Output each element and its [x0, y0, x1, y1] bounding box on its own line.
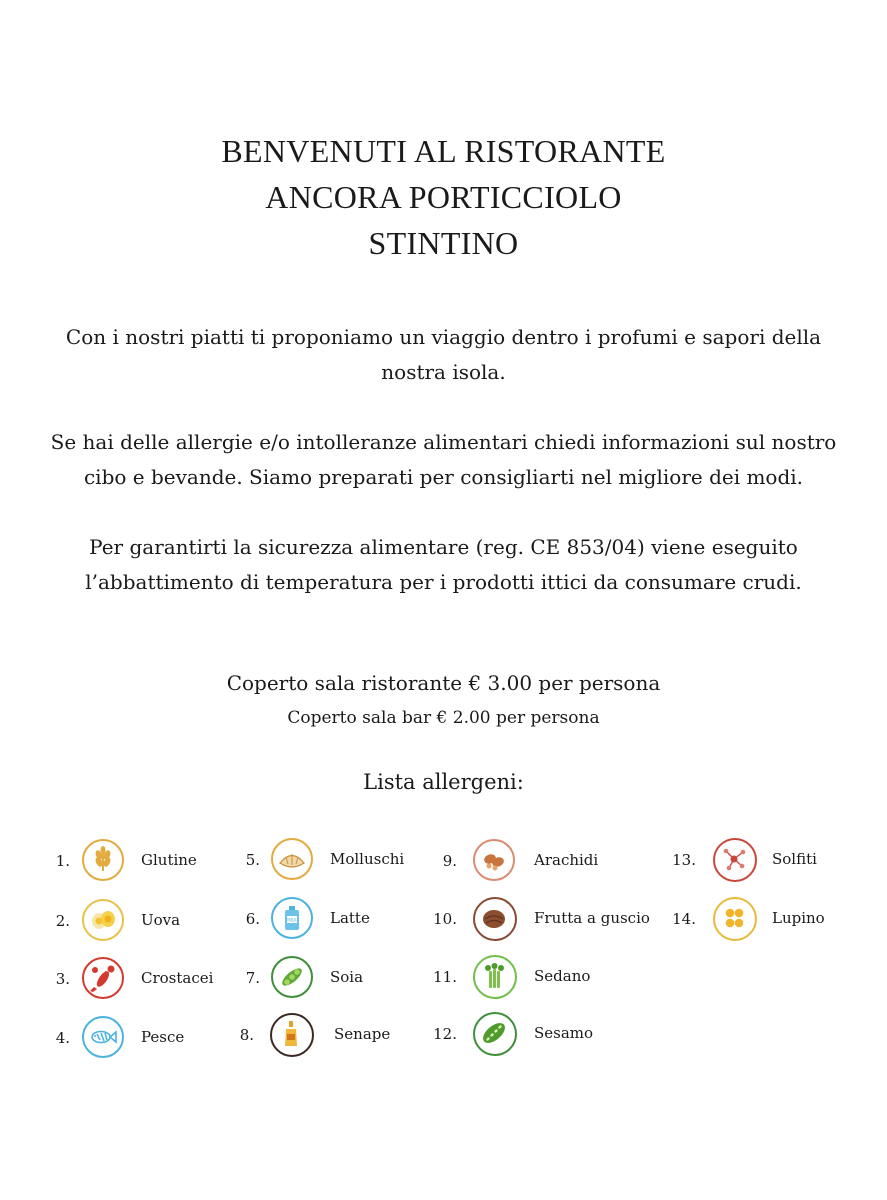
mustard-icon [270, 1013, 314, 1057]
allergen-name: Lupino [772, 909, 825, 927]
allergen-name: Crostacei [141, 969, 214, 987]
allergen-number: 6. [245, 910, 260, 928]
wheat-icon [82, 839, 124, 881]
allergen-name: Soia [330, 968, 364, 986]
allergen-number: 3. [55, 970, 70, 988]
allergen-number: 12. [433, 1025, 457, 1043]
sesame-icon [473, 1012, 517, 1056]
egg-icon [82, 899, 124, 941]
allergen-name: Uova [141, 911, 181, 929]
allergen-number: 2. [55, 912, 70, 930]
lupin-icon [713, 897, 757, 941]
sulfite-icon [713, 838, 757, 882]
celery-icon [473, 955, 517, 999]
allergen-number: 1. [55, 852, 70, 870]
title-line-1: BENVENUTI AL RISTORANTE [221, 133, 666, 169]
peanut-icon [473, 839, 515, 881]
milk-icon [271, 897, 313, 939]
allergen-list-title: Lista allergeni: [363, 770, 524, 794]
allergen-number: 7. [245, 969, 260, 987]
allergen-number: 9. [442, 852, 457, 870]
allergen-name: Latte [330, 909, 370, 927]
svg-text:MILK: MILK [287, 917, 297, 923]
food-safety-paragraph: Per garantirti la sicurezza alimentare (reg. CE 853/04) viene eseguito l’abbattimento di temperatura per i prodotti ittici da consumare crudi. [85, 535, 802, 594]
intro-paragraph: Con i nostri piatti ti proponiamo un viaggio dentro i profumi e sapori della nostra isola. [65, 325, 822, 384]
soy-icon [271, 956, 313, 998]
cover-charge-bar: Coperto sala bar € 2.00 per persona [287, 708, 600, 728]
allergen-number: 13. [672, 851, 696, 869]
title-line-3: STINTINO [368, 225, 519, 261]
allergen-number: 10. [433, 910, 457, 928]
allergen-name: Frutta a guscio [534, 909, 650, 927]
allergen-number: 8. [239, 1026, 254, 1044]
allergen-name: Glutine [141, 851, 197, 869]
allergen-number: 11. [433, 968, 457, 986]
allergen-name: Pesce [141, 1028, 185, 1046]
fish-icon [82, 1016, 124, 1058]
nut-icon [473, 897, 517, 941]
cover-charge-restaurant: Coperto sala ristorante € 3.00 per persona [226, 671, 661, 695]
allergy-paragraph: Se hai delle allergie e/o intolleranze alimentari chiedi informazioni sul nostro cibo e bevande. Siamo preparati per consigliarti nel migliore dei modi. [50, 430, 837, 489]
allergen-name: Arachidi [534, 851, 599, 869]
allergen-name: Senape [334, 1025, 391, 1043]
restaurant-title [0, 128, 887, 266]
allergen-name: Sesamo [534, 1024, 594, 1042]
allergen-name: Sedano [534, 967, 591, 985]
shell-icon [271, 838, 313, 880]
lobster-icon [82, 957, 124, 999]
allergen-number: 5. [245, 851, 260, 869]
allergen-number: 14. [672, 910, 696, 928]
allergen-name: Solfiti [772, 850, 817, 868]
allergen-number: 4. [55, 1029, 70, 1047]
title-line-2: ANCORA PORTICCIOLO [265, 179, 622, 215]
allergen-name: Molluschi [330, 850, 405, 868]
